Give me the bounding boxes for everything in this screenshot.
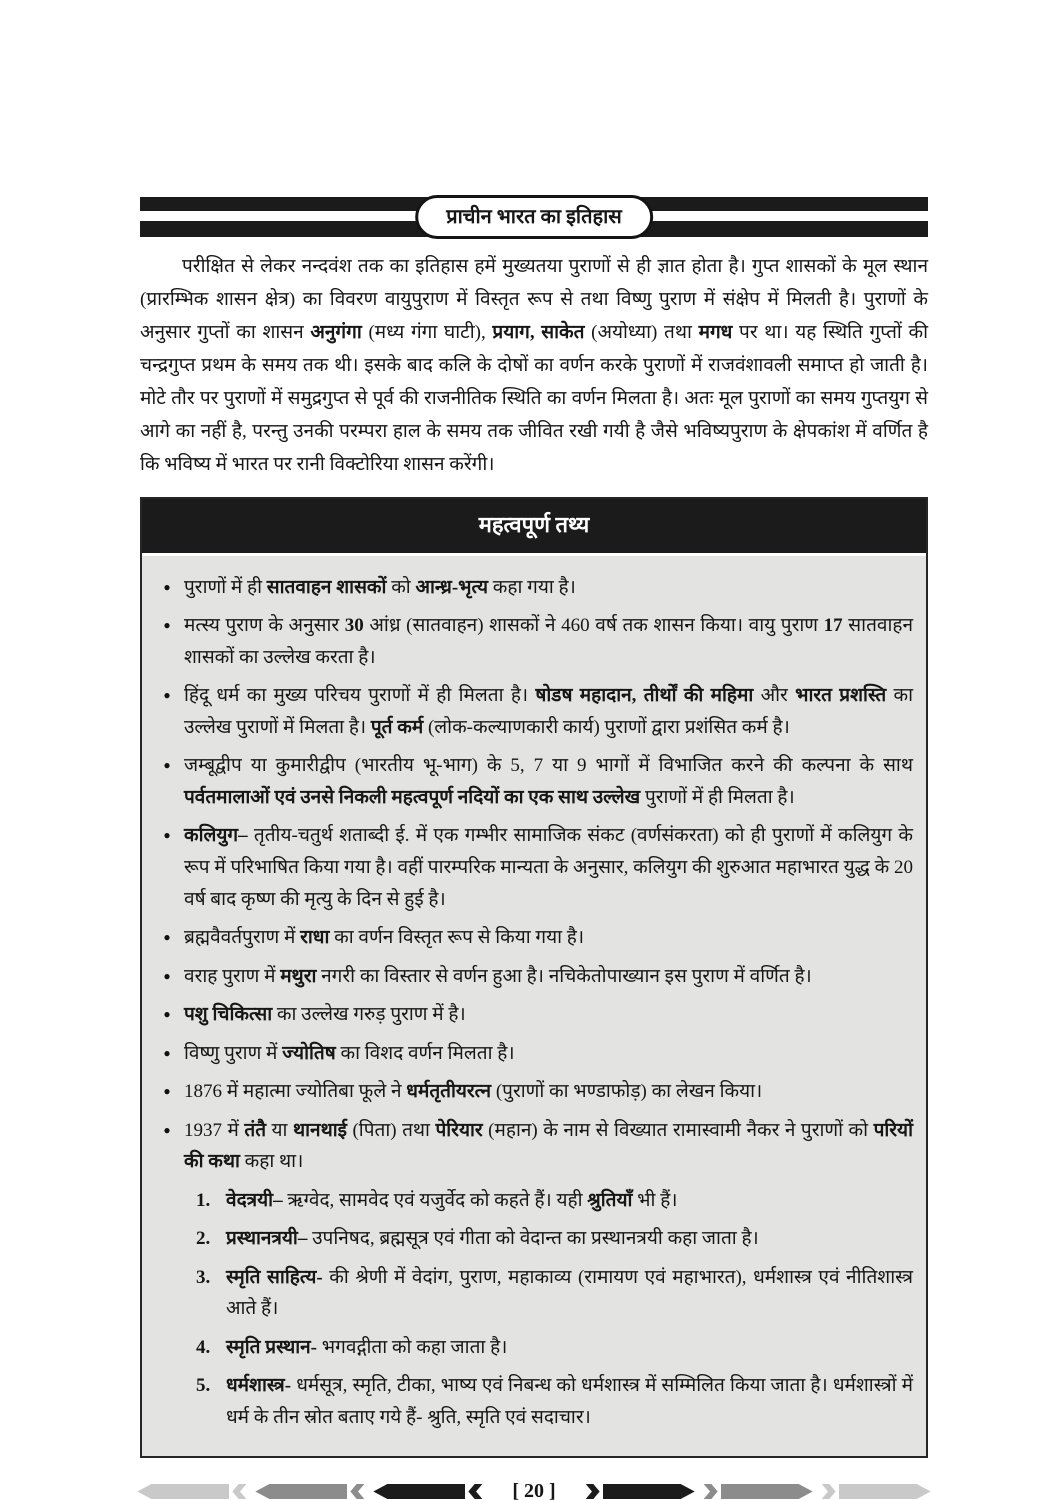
- fact-text: मत्स्य पुराण के अनुसार 30 आंध्र (सातवाहन) शासकों ने 460 वर्ष तक शासन किया। वायु पुराण 17 सातवाहन शासकों का उल्लेख करता है।: [184, 615, 914, 668]
- fact-text: वराह पुराण में मथुरा नगरी का विस्तार से वर्णन हुआ है। नचिकेतोपाख्यान इस पुराण में वर्णित है।: [184, 965, 812, 987]
- page-number: [ 20 ]: [512, 1480, 556, 1500]
- fact-numbered-item: [150, 1223, 913, 1255]
- fact-text: धर्मशास्त्र- धर्मसूत्र, स्मृति, टीका, भाष्य एवं निबन्ध को धर्मशास्त्र में सम्मिलित किया जाता है। धर्मशास्त्रों में धर्म के तीन स्रोत बताए गये हैं- श्रुति, स्मृति एवं सदाचार।: [226, 1375, 913, 1428]
- footer-ribbon-arrow: [373, 1484, 485, 1499]
- bullet-icon: ●: [163, 930, 171, 945]
- fact-bullet-item: [150, 572, 913, 604]
- fact-bullet-item: [150, 999, 913, 1031]
- item-number: 1.: [196, 1189, 211, 1211]
- fact-bullet-item: [150, 1115, 913, 1178]
- chapter-banner: [140, 196, 928, 238]
- bullet-icon: ●: [163, 688, 171, 703]
- footer-ribbon-arrow: [819, 1484, 931, 1499]
- fact-numbered-item: [150, 1370, 913, 1433]
- bullet-icon: ●: [163, 828, 171, 843]
- footer-ribbon-arrow: [583, 1484, 695, 1499]
- page-footer: [140, 1474, 928, 1500]
- fact-text: पशु चिकित्सा का उल्लेख गरुड़ पुराण में है।: [184, 1004, 466, 1026]
- bullet-icon: ●: [163, 1007, 171, 1022]
- fact-bullet-item: [150, 922, 913, 954]
- fact-text: पुराणों में ही सातवाहन शासकों को आन्ध्र-भृत्य कहा गया है।: [184, 576, 576, 598]
- item-number: 3.: [196, 1266, 211, 1288]
- fact-text: हिंदू धर्म का मुख्य परिचय पुराणों में ही मिलता है। षोडष महादान, तीर्थों की महिमा और भारत प्रशस्ति का उल्लेख पुराणों में मिलता है। पूर्त कर्म (लोक-कल्याणकारी कार्य) पुराणों द्वारा प्रशंसित कर्म है।: [184, 685, 913, 738]
- bullet-icon: ●: [163, 1084, 171, 1099]
- fact-text: 1937 में तंतै या थानथाई (पिता) तथा पेरियार (महान) के नाम से विख्यात रामास्वामी नैकर ने पुराणों को परियों की कथा कहा था।: [184, 1119, 913, 1173]
- footer-ribbon-arrow: [137, 1484, 249, 1499]
- fact-bullet-item: [150, 680, 913, 743]
- fact-text: स्मृति साहित्य- की श्रेणी में वेदांग, पुराण, महाकाव्य (रामायण एवं महाभारत), धर्मशास्त्र एवं नीतिशास्त्र आते हैं।: [226, 1266, 913, 1320]
- fact-bullet-item: [150, 750, 913, 813]
- fact-bullet-item: [150, 1038, 913, 1070]
- footer-ribbon-arrow: [701, 1484, 813, 1499]
- bullet-icon: ●: [163, 618, 171, 633]
- fact-text: जम्बूद्वीप या कुमारीद्वीप (भारतीय भू-भाग) के 5, 7 या 9 भागों में विभाजित करने की कल्पना के साथ पर्वतमालाओं एवं उनसे निकली महत्वपूर्ण नदियों का एक साथ उल्लेख पुराणों में ही मिलता है।: [184, 755, 913, 808]
- bullet-icon: ●: [163, 1045, 171, 1060]
- fact-bullet-item: [150, 961, 913, 993]
- fact-numbered-item: [150, 1332, 913, 1364]
- fact-bullet-item: [150, 820, 913, 915]
- fact-text: 1876 में महात्मा ज्योतिबा फूले ने धर्मतृतीयरत्न (पुराणों का भण्डाफोड़) का लेखन किया।: [184, 1081, 763, 1103]
- footer-ribbon-arrow: [255, 1484, 367, 1499]
- bullet-icon: ●: [163, 1122, 171, 1137]
- fact-text: कलियुग– तृतीय-चतुर्थ शताब्दी ई. में एक गम्भीर सामाजिक संकट (वर्णसंकरता) को ही पुराणों में कलियुग के रूप में परिभाषित किया गया है। वहीं पारम्परिक मान्यता के अनुसार, कलियुग की शुरुआत महाभारत युद्ध के 20 वर्ष बाद कृष्ण की मृत्यु के दिन से हुई है।: [184, 825, 913, 910]
- item-number: 5.: [196, 1375, 211, 1397]
- footer-arrows-left: [134, 1484, 488, 1499]
- fact-text: वेदत्रयी– ऋग्वेद, सामवेद एवं यजुर्वेद को कहते हैं। यही श्रुतियाँ भी हैं।: [226, 1189, 678, 1211]
- fact-text: ब्रह्मवैवर्तपुराण में राधा का वर्णन विस्तृत रूप से किया गया है।: [184, 927, 585, 949]
- fact-text: स्मृति प्रस्थान- भगवद्गीता को कहा जाता है।: [226, 1336, 508, 1358]
- item-number: 2.: [196, 1228, 211, 1250]
- fact-text: विष्णु पुराण में ज्योतिष का विशद वर्णन मिलता है।: [184, 1042, 515, 1064]
- footer-arrows-right: [580, 1484, 934, 1499]
- bullet-icon: ●: [163, 758, 171, 773]
- item-number: 4.: [196, 1336, 211, 1358]
- facts-list: [142, 556, 926, 1457]
- important-facts-box: [140, 497, 928, 1458]
- bullet-icon: ●: [163, 968, 171, 983]
- fact-numbered-item: [150, 1185, 913, 1217]
- fact-numbered-item: [150, 1262, 913, 1325]
- intro-paragraph: परीक्षित से लेकर नन्दवंश तक का इतिहास हमें मुख्यतया पुराणों से ही ज्ञात होता है। गुप्त शासकों के मूल स्थान (प्रारम्भिक शासन क्षेत्र) का विवरण वायुपुराण में विस्तृत रूप से तथा विष्णु पुराण में संक्षेप में मिलती है। पुराणों के अनुसार गुप्तों का शासन अनुगंगा (मध्य गंगा घाटी), प्रयाग, साकेत (अयोध्या) तथा मगध पर था। यह स्थिति गुप्तों की चन्द्रगुप्त प्रथम के समय तक थी। इसके बाद कलि के दोषों का वर्णन करके पुराणों में राजवंशावली समाप्त हो जाती है। मोटे तौर पर पुराणों में समुद्रगुप्त से पूर्व की राजनीतिक स्थिति का वर्णन मिलता है। अतः मूल पुराणों का समय गुप्तयुग से आगे का नहीं है, परन्तु उनकी परम्परा हाल के समय तक जीवित रखी गयी है जैसे भविष्यपुराण के क्षेपकांश में वर्णित है कि भविष्य में भारत पर रानी विक्टोरिया शासन करेंगी।: [140, 256, 929, 476]
- fact-bullet-item: [150, 610, 913, 673]
- fact-text: प्रस्थानत्रयी– उपनिषद, ब्रह्मसूत्र एवं गीता को वेदान्त का प्रस्थानत्रयी कहा जाता है।: [226, 1228, 759, 1250]
- bullet-icon: ●: [163, 579, 171, 594]
- facts-box-title: महत्वपूर्ण तथ्य: [142, 499, 926, 555]
- page-content: [140, 196, 928, 1500]
- chapter-title: प्राचीन भारत का इतिहास: [415, 195, 653, 239]
- fact-bullet-item: [150, 1076, 913, 1108]
